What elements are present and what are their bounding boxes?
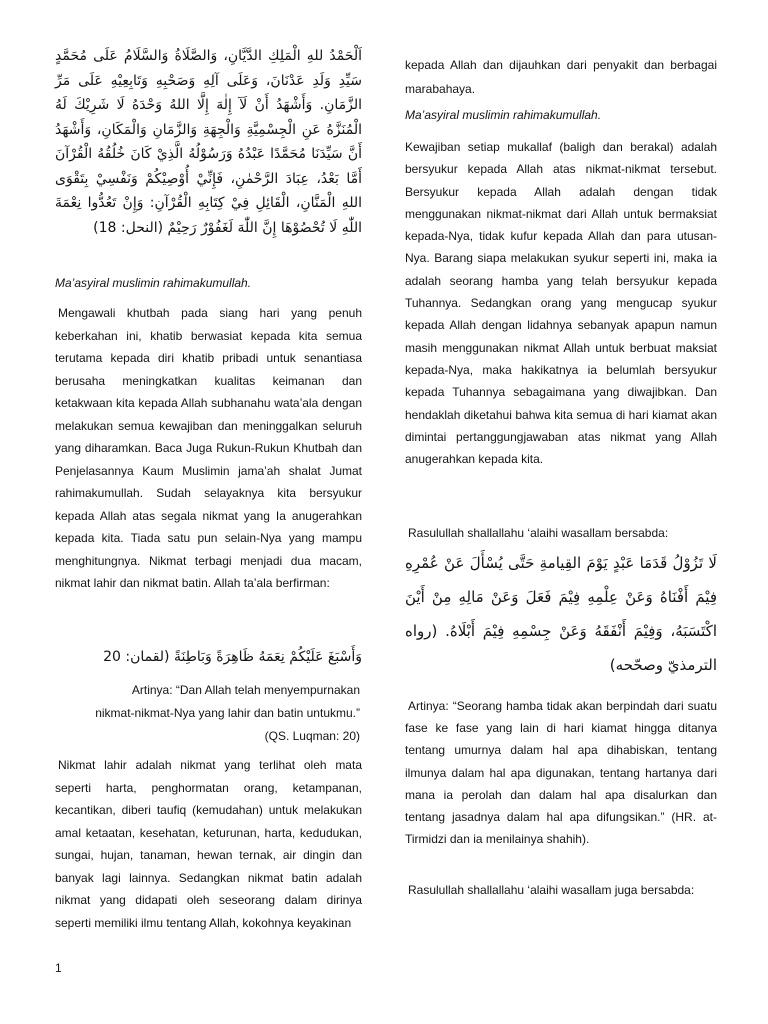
- salutation-left: Ma’asyiral muslimin rahimakumullah.: [55, 276, 252, 290]
- paragraph-gratitude: Kewajiban setiap mukallaf (baligh dan berakal) adalah bersyukur kepada Allah atas nikmat-nikmat tersebut. Bersyukur kepada Allah adalah dengan tidak menggunakan nikmat-nikmat dari Allah untuk bermaksiat kepada-Nya, tidak kufur kepada Allah dan para utusan-Nya. Barang siapa melakukan syukur seperti ini, maka ia adalah seorang hamba yang telah bersyukur kepada Tuhannya. Sedangkan orang yang mengucap syukur kepada Allah dengan lidahnya sebanyak apapun namun masih menggunakan nikmat Allah untuk berbuat maksiat kepada-Nya, maka hakikatnya ia belumlah bersyukur kepada Tuhannya sebagaimana yang diwajibkan. Dan hendaklah diketahui bahwa kita semua di hari kiamat akan dimintai pertanggungjawaban atas nikmat yang Allah anugerahkan kepada kita.: [405, 140, 717, 467]
- hadith-introduction-2: Rasulullah shallallahu ‘alaihi wasallam juga bersabda:: [408, 883, 695, 897]
- paragraph-continuation: kepada Allah dan dijauhkan dari penyakit dan berbagai marabahaya.: [405, 58, 717, 96]
- hadith-translation: Artinya: “Seorang hamba tidak akan berpindah dari suatu fase ke fase yang lain di hari kiamat hingga ditanya tentang umurnya dalam hal apa dihabiskan, tentang ilmunya dalam hal apa digunakan, tentang hartanya dari mana ia perolah dan dalam hal apa disalurkan dan tentang jasadnya dalam hal apa difungsikan.” (HR. at-Tirmidzi dan ia menilainya shahih).: [405, 699, 717, 847]
- opening-arabic-text: اَلْحَمْدُ للهِ الْمَلِكِ الدَّيَّانِ، وَالصَّلَاةُ وَالسَّلَامُ عَلَى مُحَمَّدٍ سَيِّدِ وَلَدِ عَدْنَانَ، وَعَلَى آلِهِ وَصَحْبِهِ وَتَابِعِيْهِ عَلَى مَرِّ الزَّمَانِ. وَأَشْهَدُ أَنْ لَآ إِلٰهَ إِلَّا اللهُ وَحْدَهُ لَا شَرِيْكَ لَهُ الْمُنَزَّهُ عَنِ الْجِسْمِيَّةِ وَالْجِهَةِ وَالزَّمَانِ وَالْمَكَانِ، وَأَشْهَدُ أَنَّ سَيِّدَنَا مُحَمَّدًا عَبْدُهُ وَرَسُوْلُهُ الَّذِيْ كَانَ خُلُقُهُ الْقُرْآنَ أَمَّا بَعْدُ، عِبَادَ الرَّحْمٰنِ، فَإِنِّيْ أُوْصِيْكُمْ وَنَفْسِيْ بِتَقْوَى اللهِ الْمَنَّانِ، الْقَائِلِ فِيْ كِتَابِهِ الْقُرْآنِ: وَإِنْ تَعُدُّوا نِعْمَةَ اللّٰهِ لَا تُحْصُوْهَا إِنَّ اللّٰهَ لَغَفُوْرٌ رَحِيْمٌ (النحل: 18): [55, 48, 362, 236]
- quran-verse-translation: Artinya: “Dan Allah telah menyempurnakan nikmat-nikmat-Nya yang lahir dan batin untukmu.” (QS. Luqman: 20): [95, 683, 360, 743]
- hadith-arabic: لَا تَزُوْلُ قَدَمَا عَبْدٍ يَوْمَ القِيامةِ حَتَّى يُسْأَلَ عَنْ عُمْرِهِ فِيْمَ أَفْنَاهُ وَعَنْ عِلْمِهِ فِيْمَ فَعَلَ وَعَنْ مَالِهِ مِنْ أَيْنَ اكْتَسَبَهُ، وَفِيْمَ أَنْفَقَهُ وَعَنْ جِسْمِهِ فِيْمَ أَبْلَاهُ. (رواه الترمذيّ وصحّحه): [405, 554, 717, 674]
- quran-verse-arabic: وَأَسْبَغَ عَلَيْكُمْ نِعَمَهُ ظَاهِرَةً وَبَاطِنَةً (لقمان: 20: [103, 649, 362, 665]
- page-number: 1: [55, 961, 62, 975]
- paragraph-blessings: Nikmat lahir adalah nikmat yang terlihat oleh mata seperti harta, penghormatan orang, ketampanan, kecantikan, diberi taufiq (kemudahan) untuk melakukan amal ketaatan, kesehatan, keturunan, harta, kedudukan, sungai, hujan, tanaman, hewan ternak, air dingin dan banyak lagi lainnya. Sedangkan nikmat batin adalah nikmat yang didapati oleh seseorang dalam dirinya seperti memiliki ilmu tentang Allah, kokohnya keyakinan: [55, 758, 362, 930]
- salutation-right: Ma’asyiral muslimin rahimakumullah.: [405, 108, 602, 122]
- hadith-introduction: Rasulullah shallallahu ‘alaihi wasallam bersabda:: [408, 526, 669, 540]
- paragraph-opening-sermon: Mengawali khutbah pada siang hari yang penuh keberkahan ini, khatib berwasiat kepada kita semua terutama kepada diri khatib pribadi untuk senantiasa berusaha meningkatkan kualitas keimanan dan ketakwaan kita kepada Allah subhanahu wata’ala dengan melakukan semua kewajiban dan meninggalkan seluruh yang diharamkan. Baca Juga Rukun-Rukun Khutbah dan Penjelasannya Kaum Muslimin jama’ah shalat Jumat rahimakumullah. Sudah selayaknya kita bersyukur kepada Allah atas segala nikmat yang Ia anugerahkan kepada kita. Tiada satu pun selain-Nya yang mampu menghitungnya. Nikmat terbagi menjadi dua macam, nikmat lahir dan nikmat batin. Allah ta’ala berfirman:: [55, 306, 362, 590]
